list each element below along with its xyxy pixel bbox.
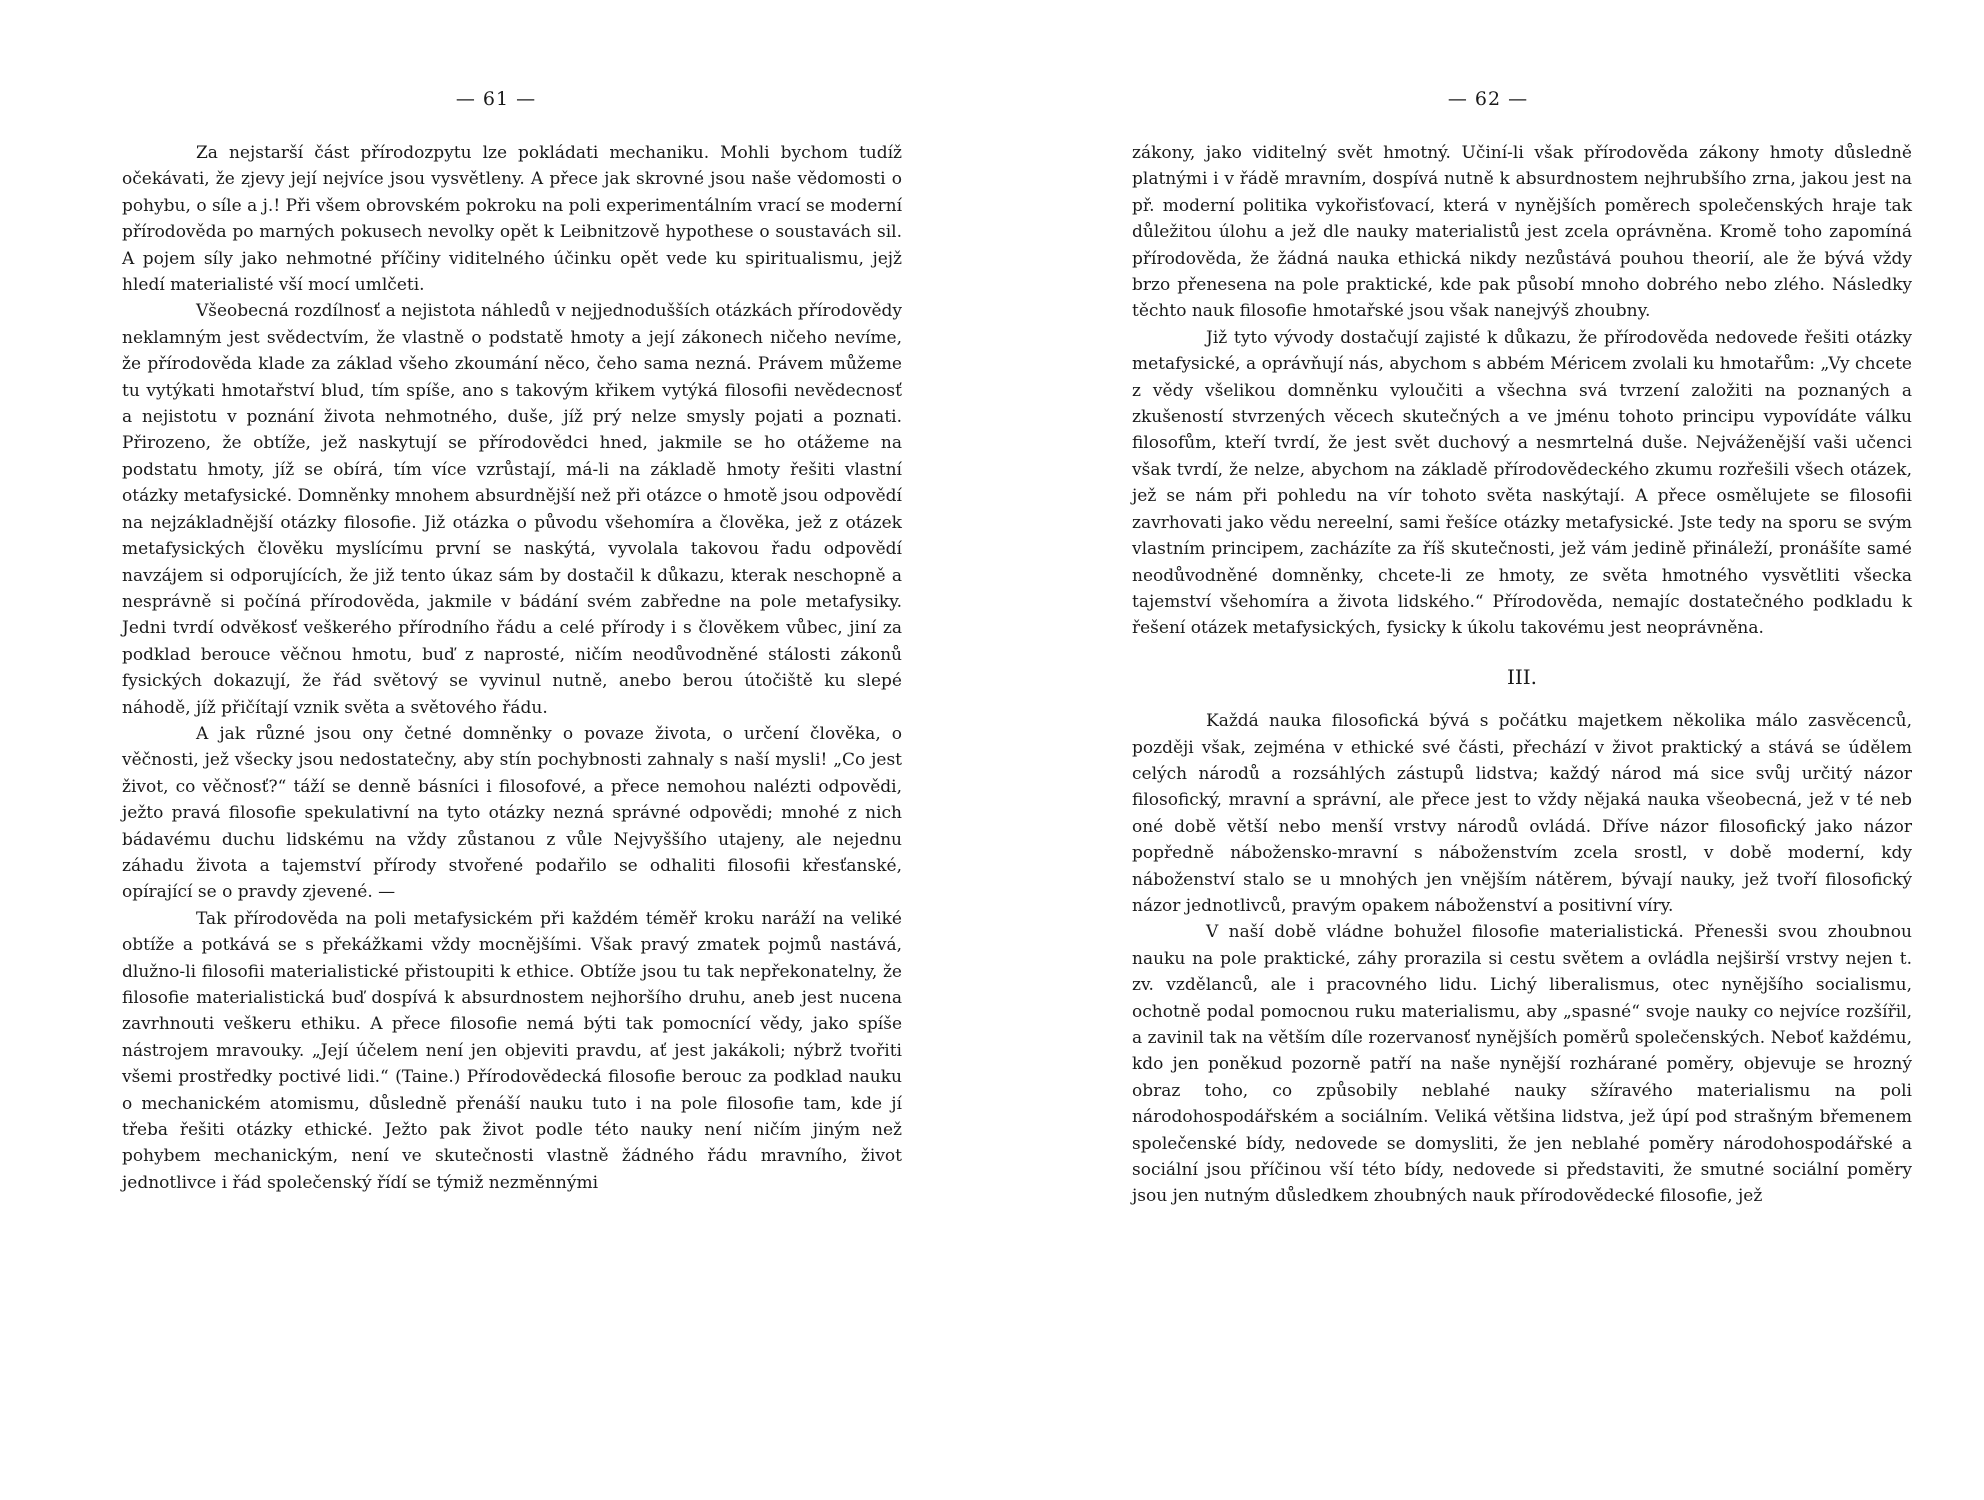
paragraph: Všeobecná rozdílnosť a nejistota náhledů v nejjednodušších otázkách přírodovědy neklamným jest svědectvím, že vlastně o podstatě hmoty a její zákonech ničeho nevíme, že přírodověda klade za základ všeho zkoumání něco, čeho sama nezná. Právem můžeme tu vytýkati hmotařství blud, tím spíše, ano s takovým křikem vytýká filosofii nevědecnosť a nejistotu v poznání života nehmotného, duše, jíž prý nelze smysly pojati a poznati. Přirozeno, že obtíže, jež naskytují se přírodovědci hned, jakmile se ho otážeme na podstatu hmoty, jíž se obírá, tím více vzrůstají, má-li na základě hmoty řešiti vlastní otázky metafysické. Domněnky mnohem absurdnější než při otázce o hmotě jsou odpovědí na nejzákladnější otázky filosofie. Již otázka o původu všehomíra a člověka, jež z otázek metafysických člověku myslícímu první se naskýtá, vyvolala takovou řadu odpovědí navzájem si odporujících, že již tento úkaz sám by dostačil k důkazu, kterak neschopně a nesprávně si počíná přírodověda, jakmile v bádání svém zabředne na pole metafysiky. Jedni tvrdí odvěkosť veškerého přírodního řádu a celé přírody i s člověkem vůbec, jiní za podklad berouce věčnou hmotu, buď z naprosté, ničím neodůvodněné stálosti zákonů fysických dokazují, že řád světový se vyvinul nutně, anebo berou útočiště ku slepé náhodě, jíž přičítají vznik světa a světového řádu. (122, 301, 902, 718)
section-heading: III. (1506, 664, 1538, 689)
right-page (992, 0, 1984, 1500)
paragraph: Každá nauka filosofická bývá s počátku majetkem několika málo zasvěcenců, později však, zejména v ethické své části, přechází v život praktický a stává se údělem celých národů a rozsáhlých zástupů lidstva; každý národ má sice svůj určitý názor filosofický, mravní a správní, ale přece jest to vždy nějaká nauka všeobecná, jež v té neb oné době větší nebo menší vrstvy národů ovládá. Dříve názor filosofický jako názor popředně nábožensko-mravní s náboženstvím zcela srostl, v době moderní, kdy náboženství stalo se u mnohých jen vnějším nátěrem, bývají nauky, jež tvoří filosofický názor jednotlivců, pravým opakem náboženství a positivní víry. (1132, 711, 1912, 916)
page-number: — 62 — (1447, 88, 1529, 110)
paragraph: A jak různé jsou ony četné domněnky o povaze života, o určení člověka, o věčnosti, jež všecky jsou nedostatečny, aby stín pochybnosti zahnaly s naší mysli! „Co jest život, co věčnosť?“ táží se denně básníci i filosofové, a přece nemohou nalézti odpovědi, ježto pravá filosofie spekulativní na tyto otázky nezná správné odpovědi; mnohé z nich bádavému duchu lidskému na vždy zůstanou z vůle Nejvyššího utajeny, ale nejednu záhadu života a tajemství přírody stvořené podařilo se odhaliti filosofii křesťanské, opírající se o pravdy zjevené. — (122, 723, 902, 903)
text-column (1132, 140, 1912, 1210)
paragraph: Již tyto vývody dostačují zajisté k důkazu, že přírodověda nedovede řešiti otázky metafysické, a oprávňují nás, abychom s abbém Méricem zvolali ku hmotařům: „Vy chcete z vědy všelikou domněnku vyloučiti a všechna svá tvrzení založiti na poznaných a zkušeností stvrzených věcech skutečných a ve jménu tohoto principu vypovídáte válku filosofům, kteří tvrdí, že jest svět duchový a nesmrtelná duše. Nejváženější vaši učenci však tvrdí, že nelze, abychom na základě přírodovědeckého zkumu rozřešili všech otázek, jež se nám při pohledu na vír tohoto světa naskýtají. A přece osmělujete se filosofii zavrhovati jako vědu nereelní, sami řešíce otázky metafysické. Jste tedy na sporu se svým vlastním principem, zacházíte za říš skutečnosti, jež vám jedině přináleží, pronášíte samé neodůvodněné domněnky, chcete-li ze hmoty, ze světa hmotného vysvětliti všecka tajemství všehomíra a života lidského.“ Přírodověda, nemajíc dostatečného podkladu k řešení otázek metafysických, fysicky k úkolu takovému jest neoprávněna. (1132, 327, 1912, 639)
paragraph: V naší době vládne bohužel filosofie materialistická. Přenesši svou zhoubnou nauku na pole praktické, záhy prorazila si cestu světem a ovládla nejširší vrstvy nejen t. zv. vzdělanců, ale i pracovného lidu. Lichý liberalismus, otec nynějšího socialismu, ochotně podal pomocnou ruku materialismu, aby „spasné“ svoje nauky co nejvíce rozšířil, a zavinil tak na větším díle rozervanosť nynějších poměrů společenských. Neboť každému, kdo jen poněkud pozorně patří na naše nynější rozhárané poměry, objevuje se hrozný obraz toho, co způsobily neblahé nauky sžíravého materialismu na poli národohospodářském a sociálním. Veliká většina lidstva, jež úpí pod strašným břemenem společenské bídy, nedovede se domysliti, že jen neblahé poměry národohospodářské a sociální jsou příčinou vší této bídy, nedovede si představiti, že smutné sociální poměry jsou jen nutným důsledkem zhoubných nauk přírodovědecké filosofie, jež (1132, 922, 1912, 1207)
text-column (122, 140, 902, 1196)
paragraph: Za nejstarší část přírodozpytu lze pokládati mechaniku. Mohli bychom tudíž očekávati, že zjevy její nejvíce jsou vysvětleny. A přece jak skrovné jsou naše vědomosti o pohybu, o síle a j.! Při všem obrovském pokroku na poli experimentálním vrací se moderní přírodověda po marných pokusech nevolky opět k Leibnitzově hypothese o soustavách sil. A pojem síly jako nehmotné příčiny viditelného účinku opět vede ku spiritualismu, jejž hledí materialisté vší mocí umlčeti. (122, 143, 902, 296)
page-number: — 61 — (455, 88, 537, 110)
continued-paragraph: zákony, jako viditelný svět hmotný. Učiní-li však přírodověda zákony hmoty důsledně platnými i v řádě mravním, dospívá nutně k absurdnostem nejhrubšího zrna, jakou jest na př. moderní politika vykořisťovací, která v nynějších poměrech společenských hraje tak důležitou úlohu a jež dle nauky materialistů jest zcela oprávněna. Kromě toho zapomíná přírodověda, že žádná nauka ethická nikdy nezůstává pouhou theorií, ale že bývá vždy brzo přenesena na pole praktické, kde pak působí mnoho dobrého nebo zlého. Následky těchto nauk filosofie hmotařské jsou však nanejvýš zhoubny. (1132, 143, 1912, 322)
paragraph: Tak přírodověda na poli metafysickém při každém téměř kroku naráží na veliké obtíže a potkává se s překážkami vždy mocnějšími. Však pravý zmatek pojmů nastává, dlužno-li filosofii materialistické přistoupiti k ethice. Obtíže jsou tu tak nepřekonatelny, že filosofie materialistická buď dospívá k absurdnostem nejhoršího druhu, aneb jest nucena zavrhnouti veškeru ethiku. A přece filosofie nemá býti tak pomocnící vědy, jako spíše nástrojem mravouky. „Její účelem není jen objeviti pravdu, ať jest jakákoli; nýbrž tvořiti všemi prostředky poctivé lidi.“ (Taine.) Přírodovědecká filosofie berouc za podklad nauku o mechanickém atomismu, důsledně přenáší nauku tuto i na pole filosofie tam, kde jí třeba řešiti otázky ethické. Ježto pak život podle této nauky není ničím jiným než pohybem mechanickým, není ve skutečnosti vlastně žádného řádu mravního, život jednotlivce i řád společenský řídí se týmiž nezměnnými (122, 908, 902, 1193)
